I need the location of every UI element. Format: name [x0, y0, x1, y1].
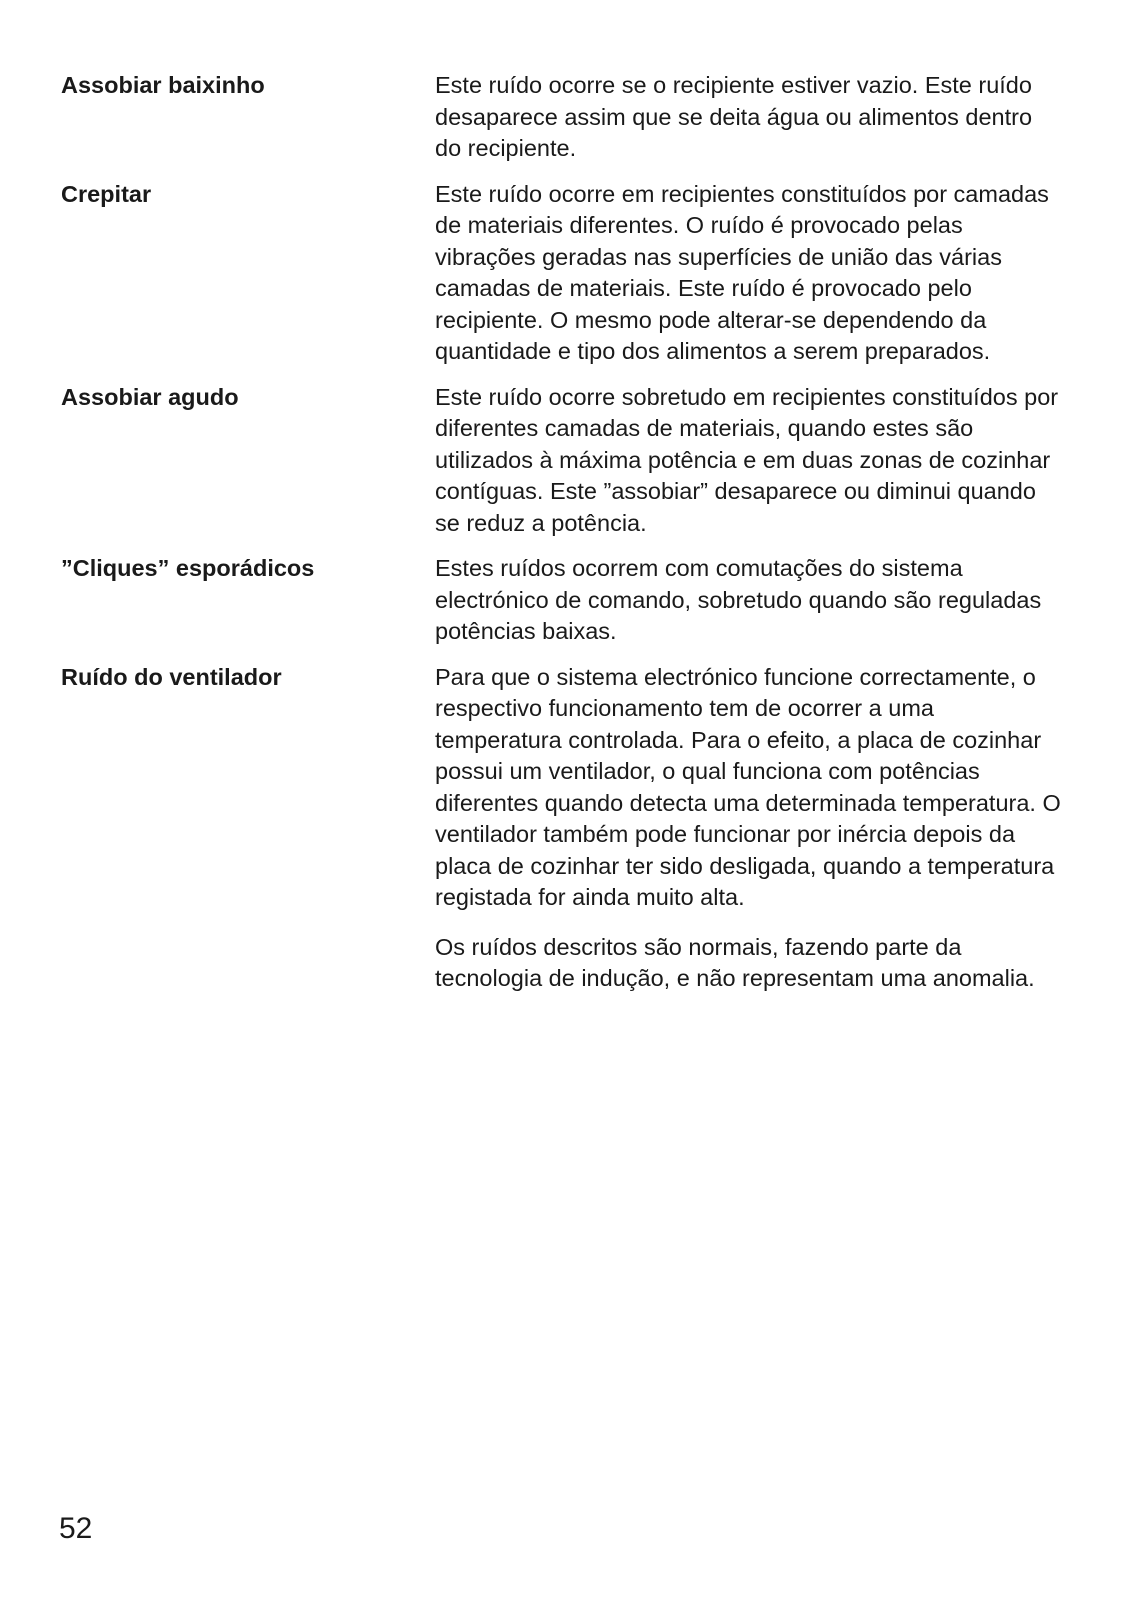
noise-term: Assobiar baixinho	[61, 72, 265, 98]
noise-entry	[61, 662, 1061, 914]
noise-description: Para que o sistema electrónico funcione correctamente, o respectivo funcionamento tem de ocorrer a uma temperatura controlada. Para o efeito, a placa de cozinhar possui um ventilador, o qual funciona com potências diferentes quando detecta uma determinada temperatura. O ventilador também pode funcionar por inércia depois da placa de cozinhar ter sido desligada, quando a temperatura registada for ainda muito alta.	[435, 663, 1061, 910]
page-number: 52	[59, 1512, 93, 1545]
noise-entry	[61, 179, 1061, 368]
noise-entry	[61, 553, 1061, 648]
noise-description: Este ruído ocorre em recipientes constituídos por camadas de materiais diferentes. O ruído é provocado pelas vibrações geradas nas superfícies de união das várias camadas de materiais. Este ruído é provocado pelo recipiente. O mesmo pode alterar-se dependendo da quantidade e tipo dos alimentos a serem preparados.	[435, 180, 1049, 364]
noise-description: Este ruído ocorre se o recipiente estiver vazio. Este ruído desaparece assim que se deita água ou alimentos dentro do recipiente.	[435, 72, 1033, 161]
noise-entry	[61, 70, 1061, 165]
closing-note: Os ruídos descritos são normais, fazendo parte da tecnologia de indução, e não representam uma anomalia.	[435, 933, 1035, 991]
noise-term: Crepitar	[61, 180, 152, 207]
noise-term: Ruído do ventilador	[61, 663, 282, 690]
noise-description: Este ruído ocorre sobretudo em recipientes constituídos por diferentes camadas de materiais, quando estes são utilizados à máxima potência e em duas zonas de cozinhar contíguas. Este ”assobiar” desaparece ou diminui quando se reduz a potência.	[435, 383, 1059, 536]
noise-description: Estes ruídos ocorrem com comutações do sistema electrónico de comando, sobretudo quando são reguladas potências baixas.	[435, 555, 1042, 644]
noise-term: ”Cliques” esporádicos	[61, 555, 315, 581]
noise-entry	[61, 382, 1061, 540]
noise-list	[61, 70, 1061, 1018]
noise-term: Assobiar agudo	[61, 383, 239, 410]
